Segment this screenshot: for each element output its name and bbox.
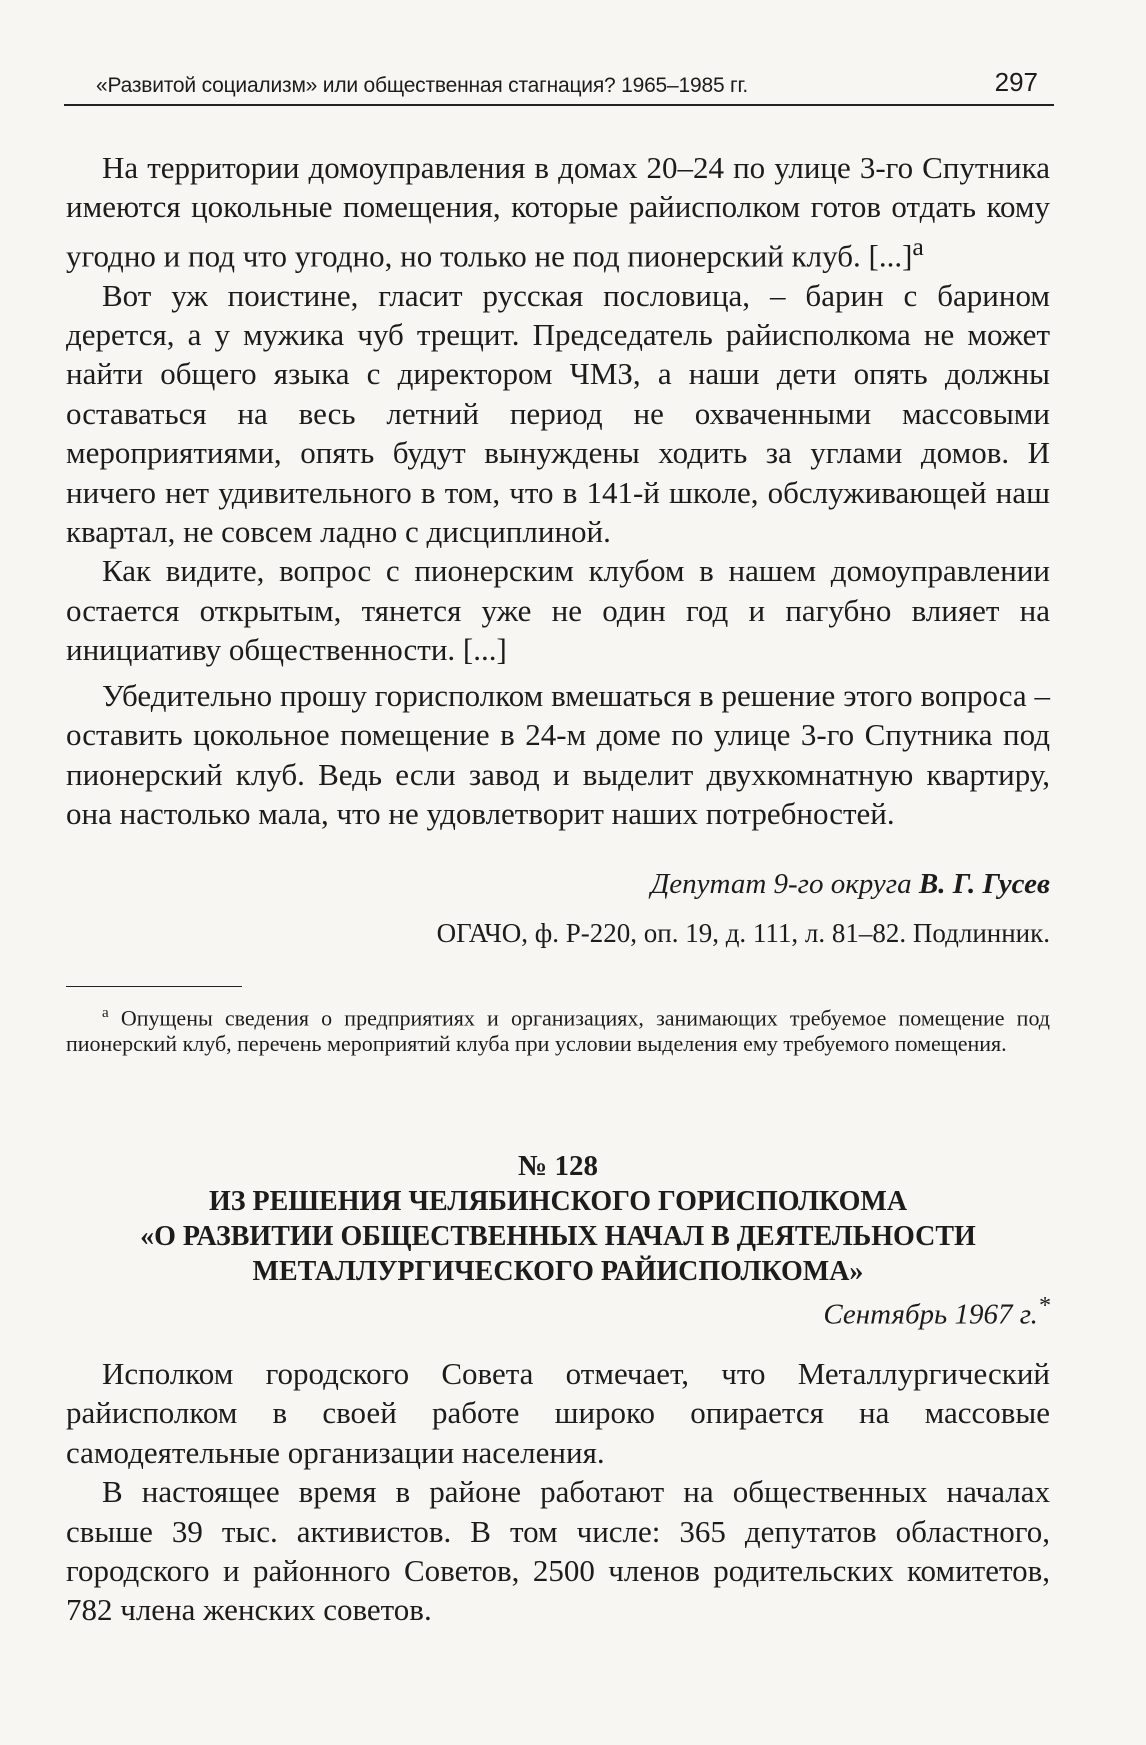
document-date: Сентябрь 1967 г.* [823, 1292, 1050, 1331]
header-rule [64, 104, 1054, 106]
footnote-marker: а [912, 231, 924, 261]
footnote-text: Опущены сведения о предприятиях и организациях, занимающих требуемое помещение под пионерский клуб, перечень мероприятий клуба при условии выделения ему требуемого помещения. [66, 1005, 1051, 1057]
paragraph: В настоящее время в районе работают на общественных началах свыше 39 тыс. активистов. В том числе: 365 депутатов областного, городского и районного Советов, 2500 членов родительских комитетов, 782 члена женских советов. [66, 1474, 1050, 1628]
decision-text [66, 1354, 1050, 1630]
archive-reference: ОГАЧО, ф. Р-220, оп. 19, д. 111, л. 81–82. Подлинник. [436, 918, 1050, 948]
footnote-rule [66, 986, 242, 987]
letter-text [66, 148, 1050, 670]
running-header [64, 64, 1054, 108]
request-text [66, 676, 1050, 834]
paragraph: Вот уж поистине, гласит русская пословица, – барин с барином дерется, а у мужика чуб трещит. Председатель райисполкома не может найти общего языка с директором ЧМЗ, а наши дети опять должны оставаться на весь летний период не охваченными массовыми мероприятиями, опять будут вынуждены ходить за углами домов. И ничего нет удивительного в том, что в 141-й школе, обслуживающей наш квартал, не совсем ладно с дисциплиной. [66, 277, 1050, 549]
signature-role: Депутат 9-го округа [650, 868, 912, 900]
paragraph: Исполком городского Совета отмечает, что Металлургический райисполком в своей работе широко опирается на массовые самодеятельные организации населения. [66, 1356, 1050, 1470]
date-asterisk: * [1037, 1292, 1050, 1319]
signature-name: В. Г. Гусев [918, 868, 1050, 900]
paragraph: На территории домоуправления в домах 20–24 по улице 3-го Спутника имеются цокольные помещения, которые райисполком готов отдать кому угодно и под что угодно, но только не под пионерский клуб. [...]$^а$ [66, 150, 1050, 274]
title-line: ИЗ РЕШЕНИЯ ЧЕЛЯБИНСКОГО ГОРИСПОЛКОМА [208, 1186, 908, 1217]
document-title [66, 1184, 1050, 1289]
signature [66, 868, 1050, 901]
paragraph: Убедительно прошу горисполком вмешаться в решение этого вопроса – оставить цокольное помещение в 24-м доме по улице 3-го Спутника под пионерский клуб. Ведь если завод и выделит двухкомнатную квартиру, она настолько мала, что не удовлетворит наших потребностей. [66, 678, 1050, 832]
paragraph: Как видите, вопрос с пионерским клубом в нашем домоуправлении остается открытым, тянется уже не один год и пагубно влияет на инициативу общественности. [...] [66, 553, 1050, 668]
document-number: № 128 [518, 1150, 598, 1182]
footnote [66, 1000, 1050, 1057]
title-line: «О РАЗВИТИИ ОБЩЕСТВЕННЫХ НАЧАЛ В ДЕЯТЕЛЬНОСТИ [140, 1221, 976, 1252]
page-number: 297 [994, 67, 1038, 97]
running-title: «Развитой социализм» или общественная стагнация? 1965–1985 гг. [96, 74, 749, 97]
footnote-marker: а [102, 1005, 109, 1021]
title-line: МЕТАЛЛУРГИЧЕСКОГО РАЙИСПОЛКОМА» [252, 1256, 864, 1287]
